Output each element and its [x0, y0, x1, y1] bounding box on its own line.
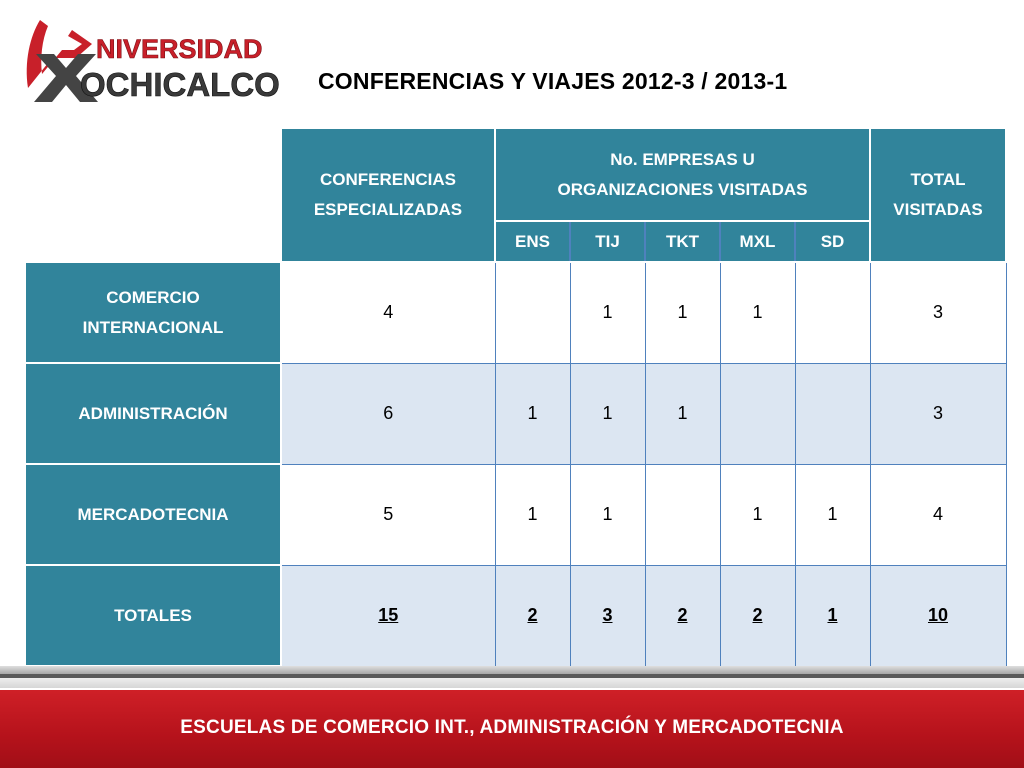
cell-sd: 1 [795, 464, 870, 565]
cell-tij: 1 [570, 464, 645, 565]
cell-total: 3 [870, 363, 1006, 464]
cell-tkt: 1 [645, 262, 720, 363]
cell-ens: 2 [495, 565, 570, 666]
cell-ens: 1 [495, 464, 570, 565]
cell-tkt: 2 [645, 565, 720, 666]
cell-tkt [645, 464, 720, 565]
table-row-totals [25, 565, 1006, 666]
cell-total: 4 [870, 464, 1006, 565]
row-label: MERCADOTECNIA [25, 464, 281, 565]
row-label: ADMINISTRACIÓN [25, 363, 281, 464]
cell-conferencias: 4 [281, 262, 495, 363]
cell-sd [795, 363, 870, 464]
cell-conferencias: 5 [281, 464, 495, 565]
table-row [25, 262, 1006, 363]
conferences-table [24, 127, 1007, 667]
table-row [25, 464, 1006, 565]
footer-text: ESCUELAS DE COMERCIO INT., ADMINISTRACIÓN Y MERCADOTECNIA [180, 717, 844, 738]
cell-ens: 1 [495, 363, 570, 464]
cell-mxl: 2 [720, 565, 795, 666]
footer-bar [0, 690, 1024, 768]
table-corner-blank [25, 128, 281, 262]
footer-divider-light [0, 678, 1024, 688]
cell-mxl [720, 363, 795, 464]
cell-tij: 1 [570, 363, 645, 464]
row-label: TOTALES [25, 565, 281, 666]
header-tij: TIJ [570, 221, 645, 262]
header-mxl: MXL [720, 221, 795, 262]
cell-tkt: 1 [645, 363, 720, 464]
header-ens: ENS [495, 221, 570, 262]
header-total-visitadas: TOTAL VISITADAS [870, 128, 1006, 262]
cell-sd [795, 262, 870, 363]
header-conferencias: CONFERENCIAS ESPECIALIZADAS [281, 128, 495, 262]
cell-ens [495, 262, 570, 363]
table-row [25, 363, 1006, 464]
footer-divider [0, 666, 1024, 674]
cell-mxl: 1 [720, 464, 795, 565]
cell-tij: 3 [570, 565, 645, 666]
header-tkt: TKT [645, 221, 720, 262]
logo-line2: OCHICALCO [80, 66, 280, 103]
logo-line1: NIVERSIDAD [96, 34, 263, 64]
page-title: CONFERENCIAS Y VIAJES 2012-3 / 2013-1 [318, 68, 788, 94]
cell-mxl: 1 [720, 262, 795, 363]
cell-conferencias: 6 [281, 363, 495, 464]
cell-total: 10 [870, 565, 1006, 666]
university-logo [22, 14, 290, 106]
header-empresas: No. EMPRESAS U ORGANIZACIONES VISITADAS [495, 128, 870, 221]
row-label: COMERCIO INTERNACIONAL [25, 262, 281, 363]
cell-total: 3 [870, 262, 1006, 363]
cell-sd: 1 [795, 565, 870, 666]
header-sd: SD [795, 221, 870, 262]
cell-tij: 1 [570, 262, 645, 363]
cell-conferencias: 15 [281, 565, 495, 666]
